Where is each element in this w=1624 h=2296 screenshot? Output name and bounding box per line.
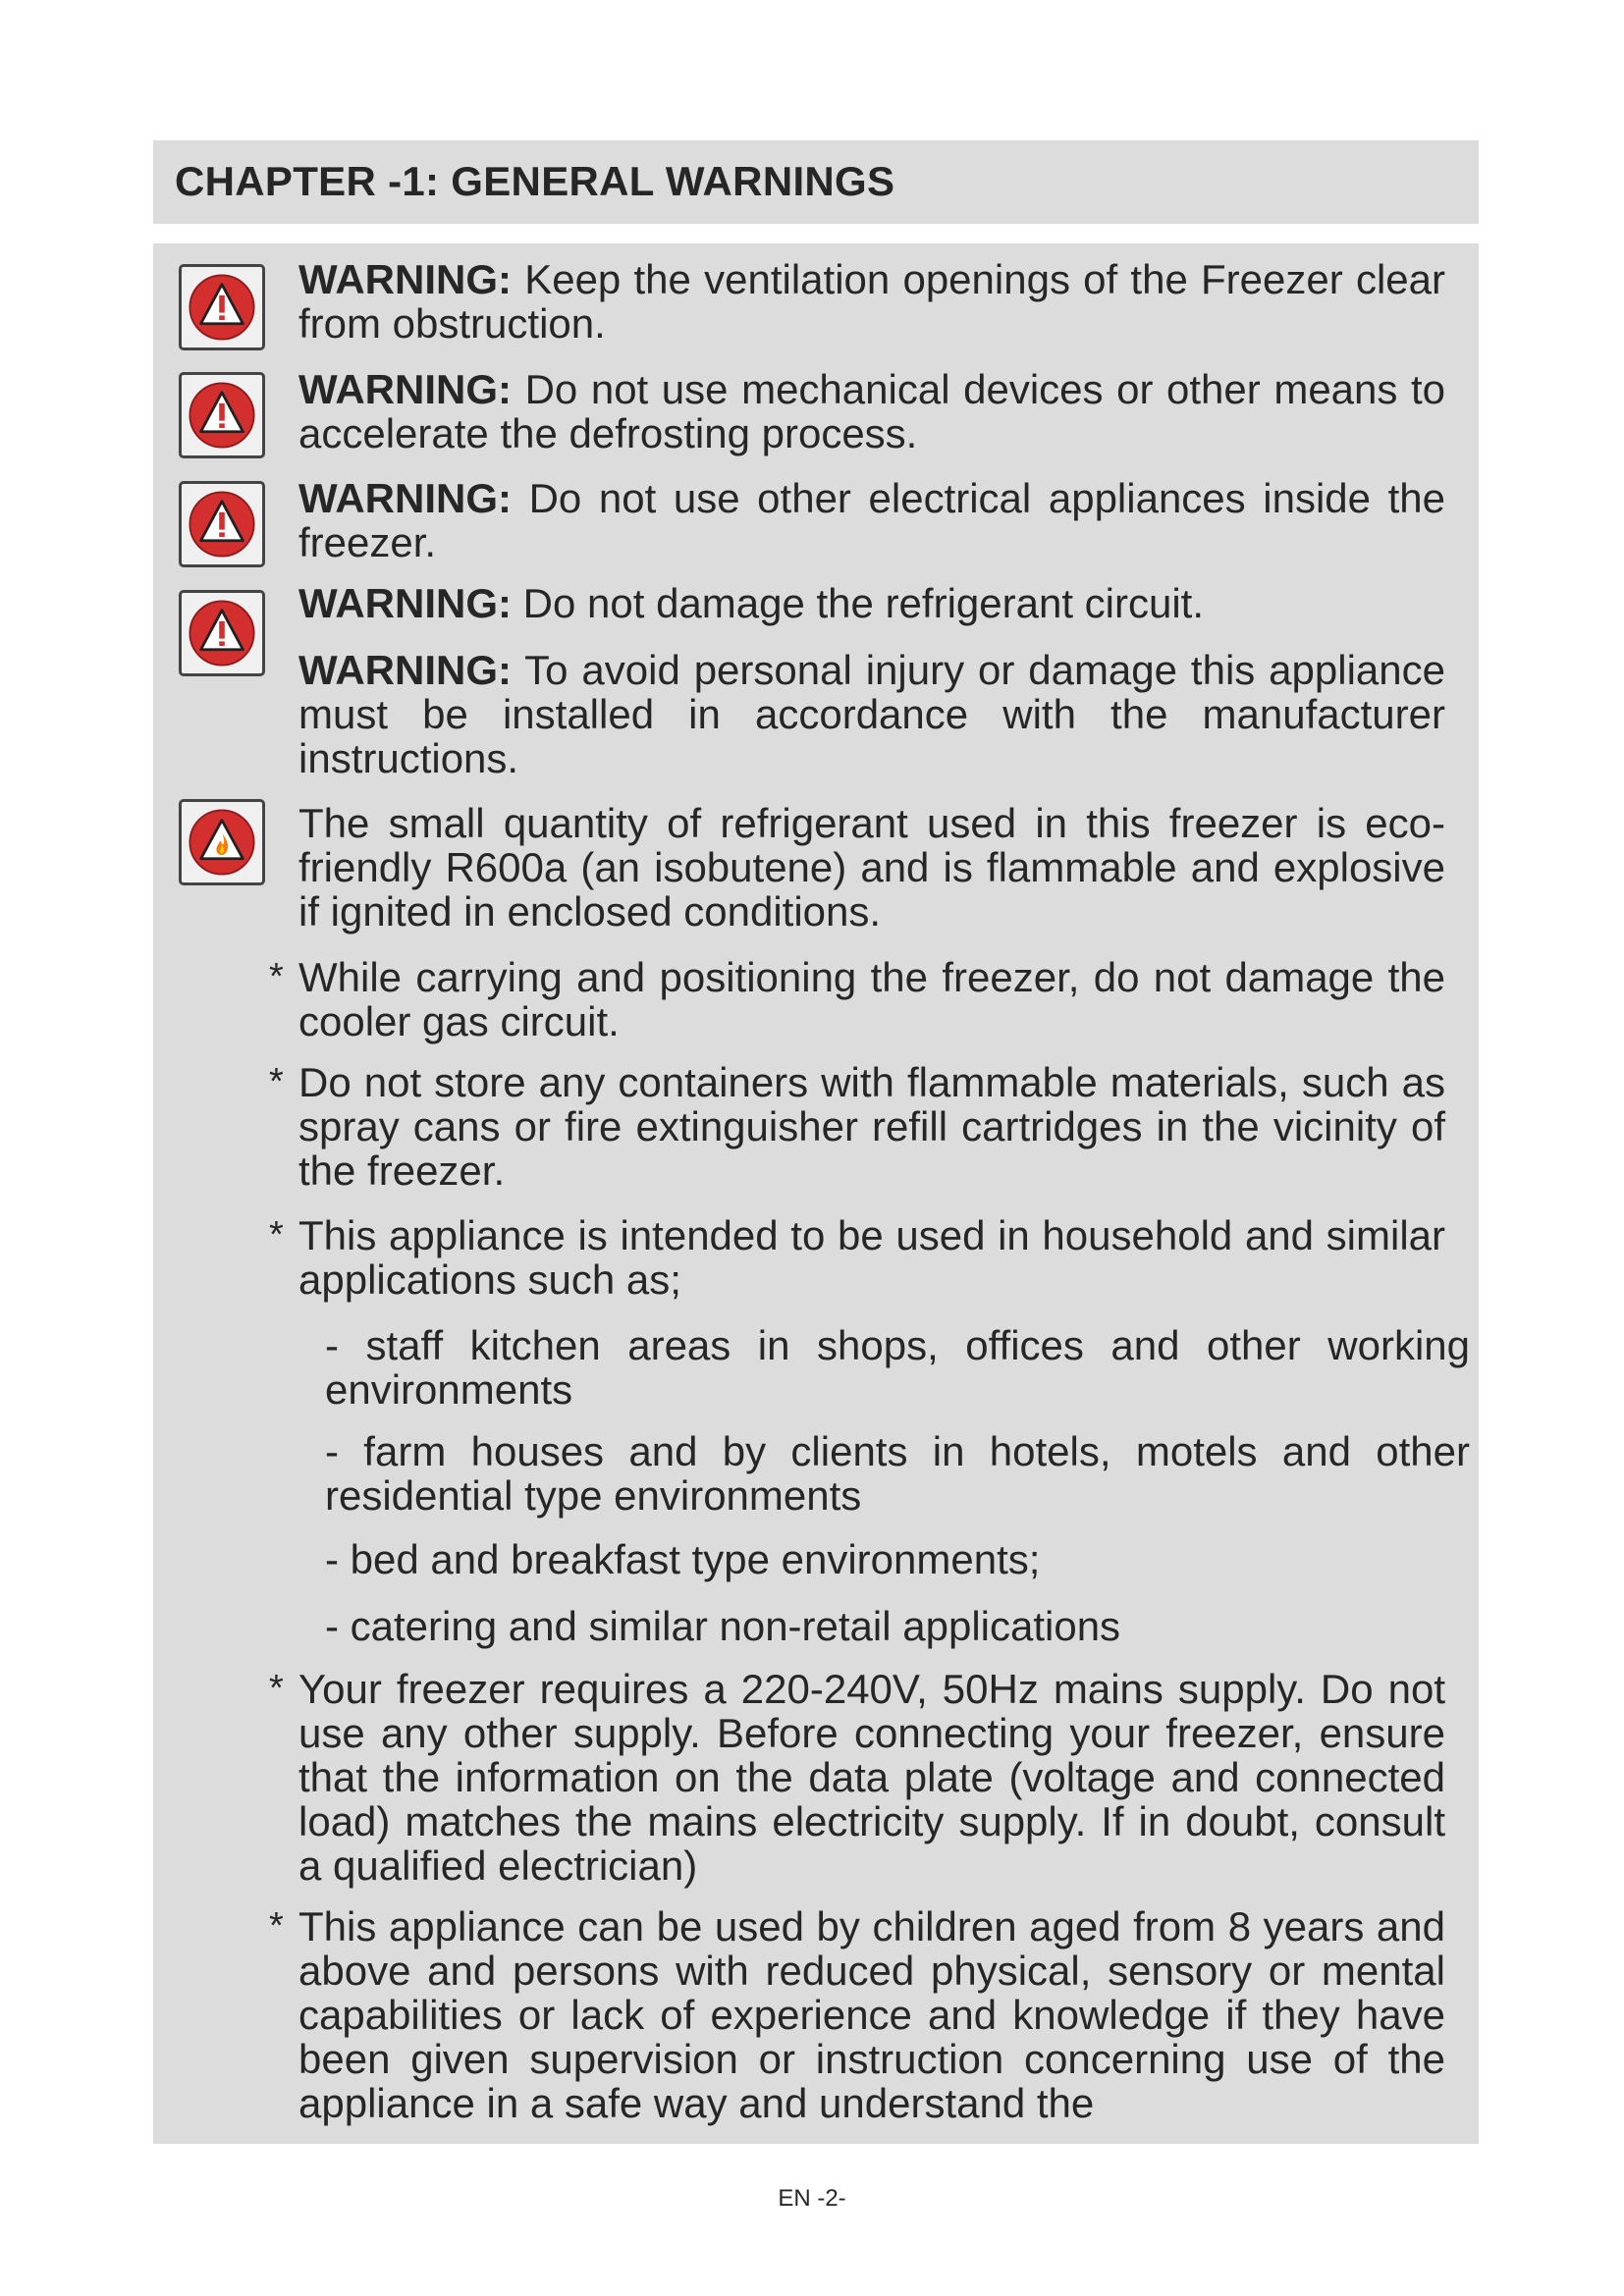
warning-icon — [179, 372, 265, 458]
warning-label: WARNING: — [298, 256, 512, 302]
warning-label: WARNING: — [298, 475, 512, 521]
warning-icon — [179, 264, 265, 350]
warning-label: WARNING: — [298, 580, 512, 626]
warning-text: Do not damage the refrigerant circuit. — [511, 580, 1205, 626]
sub-item: - bed and breakfast type environments; — [325, 1536, 1041, 1582]
warning-text: Keep the ventilation openings of the Freezer clear from obstruction. — [298, 256, 1445, 347]
warning-icon — [179, 481, 265, 567]
warning-5 — [298, 648, 1445, 780]
bullet-marker: * — [269, 1905, 284, 1947]
warnings-panel — [153, 243, 1479, 2144]
warning-2 — [298, 367, 1445, 455]
bullet-item: This appliance can be used by children aged from 8 years and above and persons with reduced physical, sensory or mental capabilities or lack of experience and knowledge if they have been given supervision or instruction concerning use of the appliance in a safe way and understand the — [298, 1903, 1445, 2126]
warning-text: To avoid personal injury or damage this appliance must be installed in accordance with the manufacturer instructions. — [298, 647, 1445, 781]
chapter-title: CHAPTER -1: GENERAL WARNINGS — [175, 158, 895, 204]
bullet-item: Do not store any containers with flammable materials, such as spray cans or fire extinguisher refill cartridges in the vicinity of the freezer. — [298, 1059, 1445, 1194]
bullet-item: Your freezer requires a 220-240V, 50Hz mains supply. Do not use any other supply. Before connecting your freezer, ensure that the information on the data plate (voltage and connected load) matches the mains electricity supply. If in doubt, consult a qualified electrician) — [298, 1666, 1445, 1889]
bullet-item: This appliance is intended to be used in household and similar applications such as; — [298, 1212, 1445, 1303]
warning-icon — [179, 590, 265, 676]
chapter-header — [153, 140, 1479, 224]
flammable-note: The small quantity of refrigerant used in this freezer is eco- friendly R600a (an isobutene) and is flammable and explosive if ignited in enclosed conditions. — [298, 800, 1445, 934]
warning-1 — [298, 257, 1445, 346]
sub-item: - farm houses and by clients in hotels, motels and other residential type environments — [325, 1428, 1470, 1519]
sub-item: - catering and similar non-retail applications — [325, 1603, 1121, 1649]
warning-3 — [298, 476, 1445, 564]
flammable-icon — [179, 799, 265, 885]
bullet-item: While carrying and positioning the freezer, do not damage the cooler gas circuit. — [298, 954, 1445, 1044]
sub-item: - staff kitchen areas in shops, offices and other working environments — [325, 1322, 1470, 1413]
page-number: EN -2- — [778, 2185, 846, 2212]
bullet-marker: * — [269, 1668, 284, 1709]
warning-4 — [298, 581, 1445, 625]
warning-text: Do not use mechanical devices or other means to accelerate the defrosting process. — [298, 366, 1445, 456]
bullet-marker: * — [269, 1061, 284, 1102]
bullet-marker: * — [269, 956, 284, 997]
warning-label: WARNING: — [298, 366, 512, 412]
warning-text: Do not use other electrical appliances inside the freezer. — [298, 475, 1445, 565]
bullet-marker: * — [269, 1214, 284, 1255]
warning-label: WARNING: — [298, 647, 512, 693]
